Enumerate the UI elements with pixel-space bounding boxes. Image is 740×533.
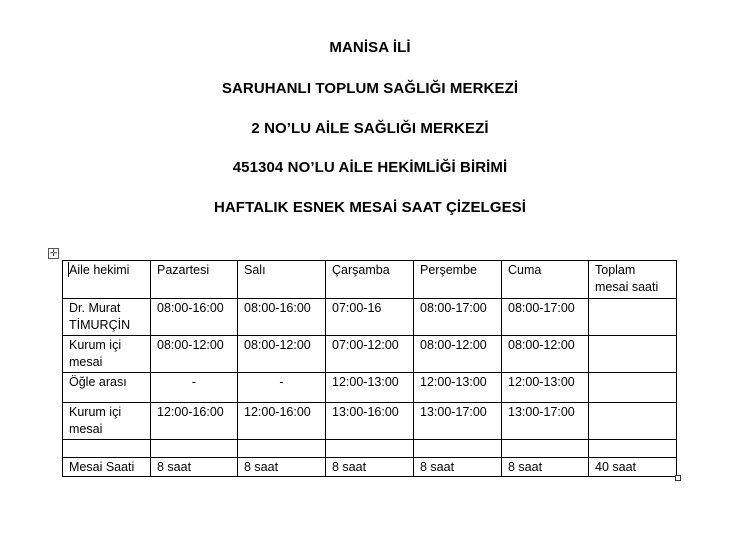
table-cell[interactable] (589, 440, 677, 458)
table-cell[interactable] (589, 299, 677, 336)
header-cell-tuesday[interactable]: Salı (238, 261, 326, 299)
table-cell[interactable] (589, 373, 677, 403)
table-cell[interactable] (326, 440, 414, 458)
header-cell-thursday[interactable]: Perşembe (414, 261, 502, 299)
table-cell[interactable]: 08:00-16:00 (238, 299, 326, 336)
table-cell[interactable] (589, 403, 677, 440)
table-row-empty (63, 440, 677, 458)
heading-family-medicine-unit: 451304 NO’LU AİLE HEKİMLİĞİ BİRİMİ (232, 159, 508, 176)
table-cell[interactable]: Kurum içi mesai (63, 336, 151, 373)
table-cell[interactable]: 8 saat (414, 458, 502, 477)
table-cell[interactable] (414, 440, 502, 458)
table-resize-handle-icon[interactable] (675, 475, 681, 481)
table-cell[interactable]: - (151, 373, 238, 403)
header-cell-monday[interactable]: Pazartesi (151, 261, 238, 299)
table-cell[interactable]: 12:00-16:00 (238, 403, 326, 440)
table-cell[interactable]: 13:00-16:00 (326, 403, 414, 440)
header-cell-total-hours[interactable]: Toplam mesai saati (589, 261, 677, 299)
heading-community-health-center: SARUHANLI TOPLUM SAĞLIĞI MERKEZİ (221, 80, 519, 97)
table-cell[interactable]: 08:00-12:00 (414, 336, 502, 373)
table-cell[interactable]: 08:00-12:00 (502, 336, 589, 373)
table-cell[interactable]: 08:00-12:00 (151, 336, 238, 373)
table-cell[interactable] (589, 336, 677, 373)
table-cell[interactable]: 08:00-17:00 (502, 299, 589, 336)
table-cell[interactable] (63, 440, 151, 458)
table-cell[interactable]: 12:00-13:00 (414, 373, 502, 403)
table-cell[interactable]: 40 saat (589, 458, 677, 477)
heading-family-health-center: 2 NO’LU AİLE SAĞLIĞI MERKEZİ (251, 120, 489, 137)
heading-province: MANİSA İLİ (329, 39, 411, 56)
table-cell[interactable]: 8 saat (238, 458, 326, 477)
table-row (63, 299, 677, 336)
table-cell[interactable]: Mesai Saati (63, 458, 151, 477)
table-cell[interactable]: 07:00-12:00 (326, 336, 414, 373)
table-cell[interactable] (151, 440, 238, 458)
table-cell[interactable]: 12:00-13:00 (502, 373, 589, 403)
table-row (63, 403, 677, 440)
text-cursor (68, 262, 69, 277)
header-cell-physician[interactable]: Aile hekimi (63, 261, 151, 299)
table-cell[interactable]: 8 saat (151, 458, 238, 477)
table-header-row (63, 261, 677, 299)
table-cell[interactable]: 13:00-17:00 (414, 403, 502, 440)
table-cell[interactable]: 07:00-16 (326, 299, 414, 336)
table-cell[interactable]: 08:00-12:00 (238, 336, 326, 373)
table-row (63, 336, 677, 373)
table-move-handle-icon[interactable]: ✛ (49, 248, 58, 258)
table-cell[interactable]: Öğle arası (63, 373, 151, 403)
table-row-totals (63, 458, 677, 477)
table-cell[interactable]: Kurum içi mesai (63, 403, 151, 440)
table-row (63, 373, 677, 403)
table-cell[interactable]: 12:00-13:00 (326, 373, 414, 403)
table-cell[interactable]: 8 saat (502, 458, 589, 477)
table-cell[interactable] (502, 440, 589, 458)
table-cell[interactable]: 08:00-16:00 (151, 299, 238, 336)
table-cell[interactable]: 8 saat (326, 458, 414, 477)
schedule-table (62, 260, 677, 477)
table-cell[interactable] (238, 440, 326, 458)
header-cell-wednesday[interactable]: Çarşamba (326, 261, 414, 299)
table-cell[interactable]: Dr. Murat TİMURÇİN (63, 299, 151, 336)
table-cell[interactable]: - (238, 373, 326, 403)
table-cell[interactable]: 12:00-16:00 (151, 403, 238, 440)
header-cell-friday[interactable]: Cuma (502, 261, 589, 299)
table-cell[interactable]: 08:00-17:00 (414, 299, 502, 336)
table-cell[interactable]: 13:00-17:00 (502, 403, 589, 440)
heading-schedule-title: HAFTALIK ESNEK MESAİ SAAT ÇİZELGESİ (213, 199, 527, 216)
